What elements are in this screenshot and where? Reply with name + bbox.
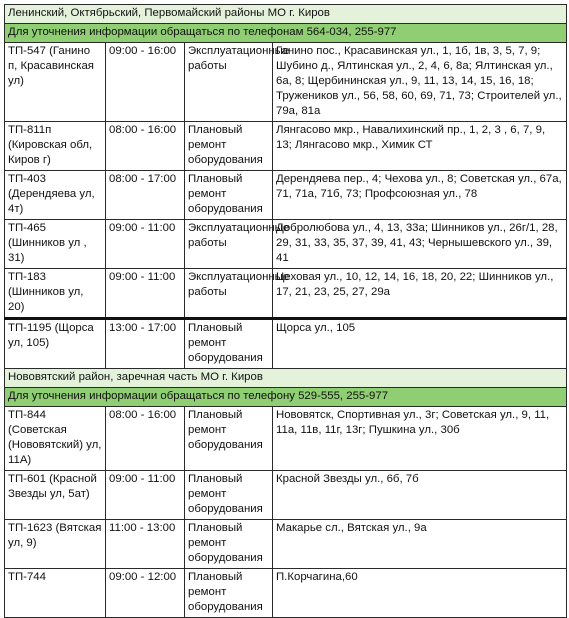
addresses-cell: Красной Звезды ул., 6б, 7б [273,471,567,520]
station-cell: ТП-403 (Дерендяева ул, 4т) [5,171,106,220]
work-type-cell: Плановый ремонт оборудования [185,520,273,569]
addresses-cell: Макарье сл., Вятская ул., 9а [273,520,567,569]
work-type-cell: Эксплуатационные работы [185,269,273,319]
section-info-row [5,24,567,43]
addresses-cell: Ганино пос., Красавинская ул., 1, 1б, 1в, 3, 5, 7, 9; Шубино д., Ялтинская ул., 2, 4, 6, 8а; Ялтинская ул., 6а, 8; Щербининская ул., 9, 11, 13, 14, 15, 16, 18; Тружеников ул., 56, 58, 60, 69, 71, 73; Строителей ул., 79а, 81а [273,43,567,122]
station-cell: ТП-1195 (Щорса ул, 105) [5,319,106,369]
section-info: Для уточнения информации обращаться по телефону 529-555, 255-977 [5,388,567,407]
station-cell: ТП-844 (Советская (Нововятский) ул, 11А) [5,407,106,471]
work-type-cell: Плановый ремонт оборудования [185,319,273,369]
work-type-cell: Плановый ремонт оборудования [185,122,273,171]
table-row [5,319,567,369]
work-type-cell: Эксплуатационные работы [185,220,273,269]
time-cell: 09:00 - 11:00 [106,220,185,269]
station-cell: ТП-183 (Шинников ул, 20) [5,269,106,319]
section-header-row [5,369,567,388]
table-row [5,520,567,569]
addresses-cell: Цеховая ул., 10, 12, 14, 16, 18, 20, 22; Шинников ул., 17, 21, 23, 25, 27, 29а [273,269,567,319]
section-title: Ленинский, Октябрьский, Первомайский районы МО г. Киров [5,5,567,24]
addresses-cell: Дерендяева пер., 4; Чехова ул., 8; Советская ул., 67а, 71, 71а, 71б, 73; Профсоюзная ул., 78 [273,171,567,220]
table-row [5,269,567,319]
time-cell: 08:00 - 16:00 [106,407,185,471]
station-cell: ТП-811п (Кировская обл, Киров г) [5,122,106,171]
station-cell: ТП-744 [5,569,106,618]
section-title: Нововятский район, заречная часть МО г. Киров [5,369,567,388]
addresses-cell: П.Корчагина,60 [273,569,567,618]
station-cell: ТП-1623 (Вятская ул, 9) [5,520,106,569]
time-cell: 08:00 - 16:00 [106,122,185,171]
table-row [5,569,567,618]
time-cell: 09:00 - 12:00 [106,569,185,618]
table-row [5,43,567,122]
work-type-cell: Плановый ремонт оборудования [185,569,273,618]
table-row [5,122,567,171]
time-cell: 09:00 - 11:00 [106,269,185,319]
work-type-cell: Плановый ремонт оборудования [185,171,273,220]
work-type-cell: Эксплуатационные работы [185,43,273,122]
work-type-cell: Плановый ремонт оборудования [185,407,273,471]
table-row [5,171,567,220]
table-row [5,220,567,269]
time-cell: 09:00 - 11:00 [106,471,185,520]
time-cell: 09:00 - 16:00 [106,43,185,122]
station-cell: ТП-465 (Шинников ул , 31) [5,220,106,269]
station-cell: ТП-601 (Красной Звезды ул, 5ат) [5,471,106,520]
addresses-cell: Лянгасово мкр., Навалихинский пр., 1, 2, 3 , 6, 7, 9, 13; Лянгасово мкр., Химик СТ [273,122,567,171]
addresses-cell: Щорса ул., 105 [273,319,567,369]
table-row [5,471,567,520]
section-header-row [5,5,567,24]
time-cell: 13:00 - 17:00 [106,319,185,369]
section-info-row [5,388,567,407]
station-cell: ТП-547 (Ганино п, Красавинская ул) [5,43,106,122]
section-info: Для уточнения информации обращаться по телефонам 564-034, 255-977 [5,24,567,43]
outage-schedule-table [4,4,567,618]
addresses-cell: Нововятск, Спортивная ул., 3г; Советская ул., 9, 11, 11а, 11в, 11г, 13г; Пушкина ул., 30б [273,407,567,471]
time-cell: 11:00 - 13:00 [106,520,185,569]
table-row [5,407,567,471]
time-cell: 08:00 - 17:00 [106,171,185,220]
work-type-cell: Плановый ремонт оборудования [185,471,273,520]
addresses-cell: Добролюбова ул., 4, 13, 33а; Шинников ул., 26г/1, 28, 29, 31, 33, 35, 37, 39, 41, 43; Чернышевского ул., 39, 41 [273,220,567,269]
